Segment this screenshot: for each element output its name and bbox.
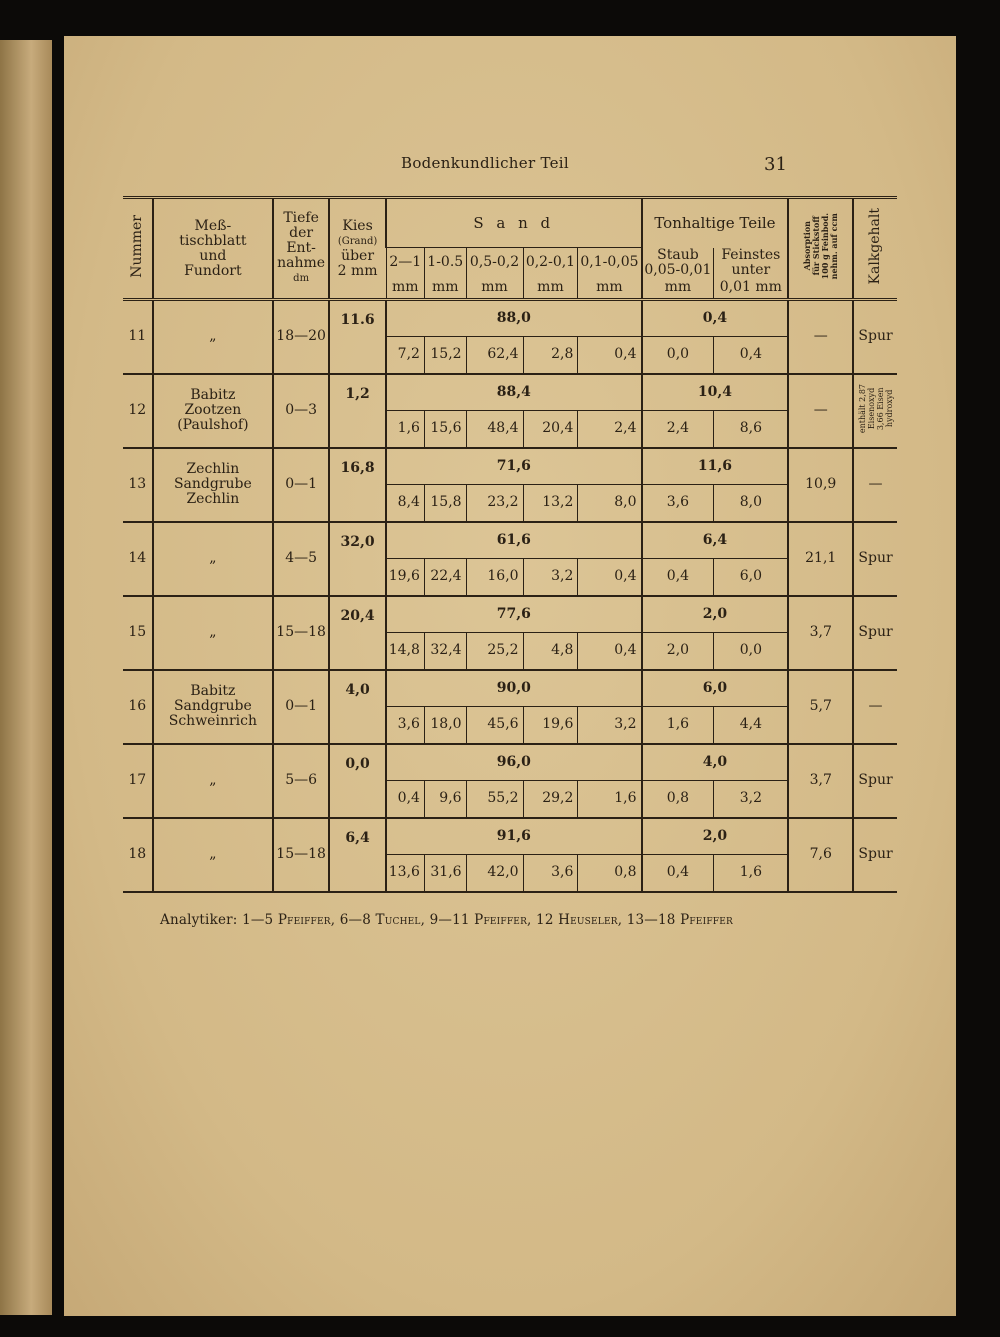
header-sand-02-01: 0,2-0,1 (523, 248, 578, 278)
sand-unit: mm (424, 278, 466, 300)
row-sand-value: 8,0 (578, 485, 642, 522)
row-fundort (153, 670, 274, 744)
analyst-footnote: Analytiker: 1—5 Pfeiffer, 6—8 Tuchel, 9—11 Pfeiffer, 12 Heuseler, 13—18 Pfeiffer (160, 912, 733, 928)
row-fundort (153, 374, 274, 448)
row-kies: 16,8 (329, 448, 386, 522)
header-feinstes: Feinstes unter (714, 248, 789, 278)
row-sand-value: 31,6 (424, 855, 466, 892)
staub-unit: mm (642, 278, 714, 300)
row-sand-value: 0,4 (386, 781, 424, 818)
row-sand-value: 18,0 (424, 707, 466, 744)
row-sand-value: 0,4 (578, 559, 642, 596)
table-row (123, 744, 897, 781)
row-number: 11 (128, 328, 147, 345)
row-absorption: 7,6 (788, 818, 853, 892)
row-feinstes: 8,6 (714, 411, 789, 448)
fundort-line: „ (209, 846, 217, 862)
row-ton-total: 4,0 (642, 744, 789, 781)
soil-analysis-table (123, 196, 897, 893)
row-absorption: — (788, 300, 853, 374)
row-sand-value: 42,0 (466, 855, 523, 892)
row-feinstes: 3,2 (714, 781, 789, 818)
header-sand-05-02: 0,5-0,2 (466, 248, 523, 278)
header-sand-01-005: 0,1-0,05 (578, 248, 642, 278)
row-tiefe: 18—20 (273, 300, 329, 374)
page-number: 31 (764, 154, 787, 175)
row-fundort (153, 300, 274, 374)
row-fundort (153, 744, 274, 818)
row-number: 12 (128, 402, 147, 418)
row-kies: 0,0 (329, 744, 386, 818)
fundort-line: „ (209, 624, 217, 640)
row-sand-value: 23,2 (466, 485, 523, 522)
fundort-line: Schweinrich (168, 713, 257, 729)
row-kalkgehalt: — (853, 448, 897, 522)
sand-unit: mm (523, 278, 578, 300)
row-kies: 11.6 (329, 300, 386, 374)
row-sand-value: 8,4 (386, 485, 424, 522)
row-sand-value: 19,6 (523, 707, 578, 744)
row-sand-value: 55,2 (466, 781, 523, 818)
row-sand-total: 71,6 (386, 448, 641, 485)
row-staub: 2,0 (642, 633, 714, 670)
row-sand-value: 0,4 (578, 633, 642, 670)
header-tiefe: Tiefe der Ent- nahme dm (273, 198, 329, 300)
row-ton-total: 10,4 (642, 374, 789, 411)
row-fundort (153, 818, 274, 892)
fundort-line: Sandgrube (173, 476, 252, 492)
row-sand-value: 0,8 (578, 855, 642, 892)
row-sand-value: 3,6 (523, 855, 578, 892)
row-sand-value: 3,2 (523, 559, 578, 596)
table-row (123, 374, 897, 411)
fundort-line: Babitz (190, 683, 236, 699)
book-page (64, 36, 956, 1316)
header-kies: Kies (Grand) über 2 mm (329, 198, 386, 300)
row-staub: 1,6 (642, 707, 714, 744)
row-kies: 20,4 (329, 596, 386, 670)
row-sand-value: 15,8 (424, 485, 466, 522)
row-tiefe: 15—18 (273, 596, 329, 670)
row-kies: 4,0 (329, 670, 386, 744)
row-sand-value: 1,6 (578, 781, 642, 818)
row-number: 18 (128, 846, 147, 862)
sand-unit: mm (386, 278, 424, 300)
row-sand-value: 2,8 (523, 337, 578, 374)
table-header-row-1 (123, 198, 897, 248)
row-sand-total: 96,0 (386, 744, 641, 781)
row-tiefe: 0—1 (273, 670, 329, 744)
row-fundort (153, 522, 274, 596)
row-sand-value: 9,6 (424, 781, 466, 818)
row-kalkgehalt: Spur (853, 744, 897, 818)
row-sand-value: 20,4 (523, 411, 578, 448)
row-sand-value: 2,4 (578, 411, 642, 448)
row-absorption: — (788, 374, 853, 448)
row-staub: 2,4 (642, 411, 714, 448)
row-ton-total: 6,0 (642, 670, 789, 707)
fundort-line: „ (209, 550, 217, 566)
fundort-line: Zechlin (186, 461, 240, 477)
table-row (123, 522, 897, 559)
row-kies: 6,4 (329, 818, 386, 892)
row-staub: 0,8 (642, 781, 714, 818)
row-tiefe: 4—5 (273, 522, 329, 596)
row-sand-value: 7,2 (386, 337, 424, 374)
header-sand-2-1: 2—1 (386, 248, 424, 278)
row-sand-value: 1,6 (386, 411, 424, 448)
row-absorption: 21,1 (788, 522, 853, 596)
row-ton-total: 6,4 (642, 522, 789, 559)
row-sand-total: 61,6 (386, 522, 641, 559)
table-row (123, 448, 897, 485)
kalk-note-line: 3,66 Eisen (875, 387, 885, 430)
row-sand-value: 22,4 (424, 559, 466, 596)
row-ton-total: 2,0 (642, 818, 789, 855)
row-feinstes: 0,4 (714, 337, 789, 374)
header-kalkgehalt: Kalkgehalt (853, 198, 897, 300)
row-sand-value: 4,8 (523, 633, 578, 670)
row-ton-total: 11,6 (642, 448, 789, 485)
row-absorption: 3,7 (788, 596, 853, 670)
row-tiefe: 0—3 (273, 374, 329, 448)
row-staub: 0,4 (642, 559, 714, 596)
fundort-line: „ (209, 772, 217, 788)
row-sand-value: 15,6 (424, 411, 466, 448)
row-absorption: 3,7 (788, 744, 853, 818)
row-sand-value: 0,4 (578, 337, 642, 374)
feinstes-unit: 0,01 mm (714, 278, 789, 300)
row-fundort (153, 448, 274, 522)
row-tiefe: 5—6 (273, 744, 329, 818)
row-kalkgehalt: Spur (853, 522, 897, 596)
row-absorption: 5,7 (788, 670, 853, 744)
row-tiefe: 15—18 (273, 818, 329, 892)
row-kalkgehalt (853, 374, 897, 448)
fundort-line: Zechlin (186, 491, 240, 507)
row-sand-value: 45,6 (466, 707, 523, 744)
kalk-note-line: hydroxyd (884, 389, 894, 428)
adjacent-page-edge (0, 40, 52, 1315)
header-sand: S a n d (386, 198, 641, 248)
row-sand-value: 16,0 (466, 559, 523, 596)
fundort-line: „ (209, 328, 217, 345)
row-sand-value: 25,2 (466, 633, 523, 670)
row-sand-value: 3,2 (578, 707, 642, 744)
row-ton-total: 2,0 (642, 596, 789, 633)
header-nummer: Nummer (128, 215, 145, 278)
fundort-line: Zootzen (184, 402, 242, 418)
row-feinstes: 1,6 (714, 855, 789, 892)
header-sand-1-05: 1-0.5 (424, 248, 466, 278)
kalk-note-line: enthält 2,87 (857, 383, 867, 434)
row-number: 16 (128, 698, 147, 714)
row-kalkgehalt: — (853, 670, 897, 744)
row-tiefe: 0—1 (273, 448, 329, 522)
row-number: 15 (128, 624, 147, 640)
row-sand-total: 91,6 (386, 818, 641, 855)
header-absorption: Absorption für Stickstoff 100 g Feinbod. nehm. auf ccm (788, 198, 853, 300)
row-sand-total: 90,0 (386, 670, 641, 707)
table-row (123, 818, 897, 855)
row-feinstes: 8,0 (714, 485, 789, 522)
row-feinstes: 0,0 (714, 633, 789, 670)
row-staub: 0,0 (642, 337, 714, 374)
sand-unit: mm (578, 278, 642, 300)
row-number: 14 (128, 550, 147, 566)
row-sand-total: 77,6 (386, 596, 641, 633)
header-tonhaltige-teile: Tonhaltige Teile (642, 198, 789, 248)
fundort-line: (Paulshof) (177, 417, 249, 433)
fundort-line: Sandgrube (173, 698, 252, 714)
table-row (123, 596, 897, 633)
table-row (123, 670, 897, 707)
row-staub: 3,6 (642, 485, 714, 522)
row-absorption: 10,9 (788, 448, 853, 522)
row-sand-value: 62,4 (466, 337, 523, 374)
row-sand-value: 48,4 (466, 411, 523, 448)
row-sand-value: 13,6 (386, 855, 424, 892)
row-sand-value: 32,4 (424, 633, 466, 670)
row-sand-value: 19,6 (386, 559, 424, 596)
row-kies: 1,2 (329, 374, 386, 448)
row-sand-value: 15,2 (424, 337, 466, 374)
row-sand-total: 88,4 (386, 374, 641, 411)
kalk-note-line: Eisenoxyd (866, 387, 876, 430)
row-kies: 32,0 (329, 522, 386, 596)
row-staub: 0,4 (642, 855, 714, 892)
row-feinstes: 6,0 (714, 559, 789, 596)
row-sand-value: 13,2 (523, 485, 578, 522)
row-sand-value: 14,8 (386, 633, 424, 670)
row-number: 17 (128, 772, 147, 788)
row-kalkgehalt: Spur (853, 300, 897, 374)
table-row (123, 300, 897, 337)
row-kalkgehalt: Spur (853, 596, 897, 670)
kalk-note (858, 384, 894, 433)
row-sand-value: 29,2 (523, 781, 578, 818)
row-number: 13 (128, 476, 147, 492)
row-fundort (153, 596, 274, 670)
fundort-line: Babitz (190, 387, 236, 403)
row-sand-value: 3,6 (386, 707, 424, 744)
row-kalkgehalt: Spur (853, 818, 897, 892)
row-sand-total: 88,0 (386, 300, 641, 337)
running-header: Bodenkundlicher Teil (401, 154, 569, 172)
header-fundort: Meß- tischblatt und Fundort (153, 198, 274, 300)
sand-unit: mm (466, 278, 523, 300)
row-feinstes: 4,4 (714, 707, 789, 744)
row-ton-total: 0,4 (642, 300, 789, 337)
header-staub: Staub 0,05-0,01 (642, 248, 714, 278)
